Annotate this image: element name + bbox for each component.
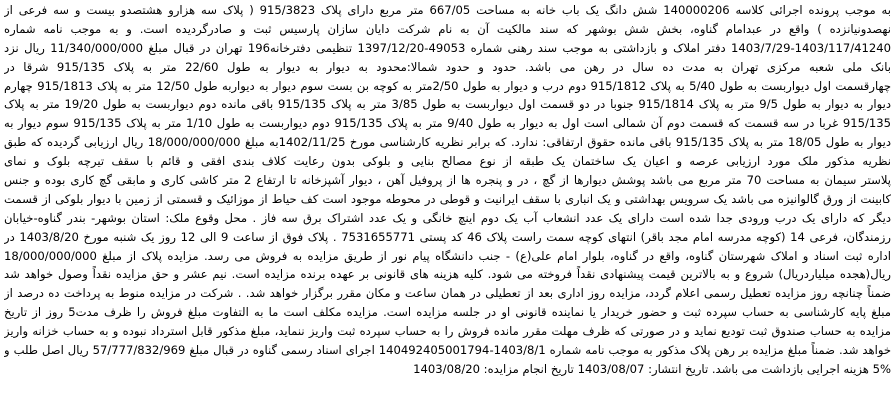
- notice-line-dates: 5% هزینه اجرایی بازداشت می باشد. تاریخ انتشار: 1403/08/07 تاریخ انجام مزایده: 1403/08/20: [413, 361, 891, 376]
- notice-line: چهارقسمت اول دیواربست به طول 5/40 به پلاک 915/1812 دوم درب و دیوار به طول 2/50متر به کوچه بن بست سوم دیوار به دیواربه طول 12/50 متر به پلاک 915/1813 چهارم: [4, 78, 891, 93]
- notice-line: خواهد شد. ضمناً مبلغ مزایده بر رهن پلاک مذکور به موجب نامه شماره 1403/8/1-140492405001794 اجرای اسناد رسمی گناوه در قبال مبلغ 57/777/832/969 ریال اصل طلب و: [4, 343, 891, 358]
- notice-line: پلاستر سیمان به مساحت 70 متر مربع می باشد پوشش دیوارها از گچ ، در و پنجره ها از پروفیل آهن ، دیوار آشپزخانه تا ارتفاع 2 متر کاشی کاری و مابقی گچ کاری بوده و جنس: [4, 173, 891, 188]
- notice-line: به موجب پرونده اجرائی کلاسه 140000206 شش دانگ یک باب خانه به مساحت 667/05 متر مربع دارای پلاک 915/3823 ( پلاک سه هزارو هشتصدو بیست و سه فرعی از: [4, 3, 891, 17]
- notice-line: 915/135 غربا در سه قسمت که قسمت دوم آن شمالی است اول به دیوار به طول 9/40 متر به پلاک 915/135 دوم دیواربست به طول 1/10 متر به پلاک 915/135 سوم دیوار به: [4, 116, 891, 131]
- notice-line: دیگر که دارای یک درب ورودی جدا شده است دارای یک عدد انشعاب آب یک دوم اینچ خانگی و یک عدد اشتراک برق سه فاز . محل وقوع ملک: استان بوشهر- بندر گناوه-خیابان: [4, 210, 891, 225]
- notice-line: اداره ثبت اسناد و املاک شهرستان گناوه، واقع در گناوه، بلوار امام علی(ع) - جنب دانشگاه پیام نور از طریق مزایده به فروش می رسد. مزایده پلاک از مبلغ 18/000/000/000: [4, 248, 891, 263]
- notice-line: دیوار به دیوار به طول 9/5 متر به پلاک 915/1814 جنوبا در دو قسمت اول دیواربست به طول 3/85 متر به پلاک 915/135 باقی مانده دوم دیواربست به طول 19/20 متر به پلاک: [4, 97, 891, 112]
- notice-line: بانک ملی شعبه مرکزی تهران به مدت ده سال در رهن می باشد. حدود و حدود شمالا:محدود به دیوار به دیوار به طول 22/60 متر به پلاک 915/135 شرقا در: [4, 59, 891, 74]
- notice-line: نهصدونیانزده ) واقع در عبدامام گناوه، بخش شش بوشهر که سند مالکیت آن به نام شرکت دایان سازان پارسیس ثبت و صادرگردیده است. و به موجب نامه شماره: [4, 21, 891, 36]
- notice-line: مبلغ پایه کارشناسی به حساب سپرده ثبت و حضور خریدار یا نماینده قانونی او در جلسه مزایده است. مزایده مکلف است ما به التفاوت مبلغ فروش را ظرف مدت5 روز از تاریخ: [4, 305, 891, 320]
- notice-line: مزایده به حساب صندوق ثبت تودیع نماید و در صورتی که ظرف مهلت مقرر مانده فروش را به حساب سپرده ثبت واریز ننماید، مبلغ مذکور قابل استرداد نبوده و به حساب خزانه واریز: [4, 324, 891, 339]
- notice-line: ضمناً چنانچه روز مزایده تعطیل رسمی اعلام گردد، مزایده روز اداری بعد از تعطیلی در همان ساعت و مکان مقرر برگزار خواهد شد. . شرکت در مزایده منوط به پرداخت ده درصد از: [4, 286, 891, 301]
- notice-line: رزمندگان، فرعی 14 (کوچه مدرسه امام مجد باقر) انتهای کوچه سمت راست پلاک 46 کد پستی 7531655771 . پلاک فوق از ساعت 9 الی 12 روز یک شنبه مورخ 1403/8/20 در: [4, 229, 891, 244]
- notice-line: کابینت از ورق گالوانیزه می باشد یک سرویس بهداشتی و یک انباری با سقف ایرانیت و قوطی در محوطه موجود است کف حیاط از موزائیک و قسمتی از زمین با دیوار بلوکی از قسمت: [4, 191, 891, 206]
- notice-line: دیوار به طول 18/05 متر به پلاک 915/135 باقی مانده حقوق ارتفاقی: ندارد. که برابر نظریه کارشناسی مورخ 1402/11/25به مبلغ 18/000/000/000 ریال ارزیابی گردیده که طبق: [4, 135, 891, 150]
- notice-line: 1403/7/29-1403/117/41240 دفتر املاک و بازداشتی به موجب سند رهنی شماره 49053-1397/12/20 تنظیمی دفترخانه196 تهران در قبال مبلغ 11/340/000/000 ریال نزد: [4, 40, 891, 55]
- notice-line: نظریه مذکور ملک مورد ارزیابی عرصه و اعیان یک ساختمان یک طبقه از نوع مصالح بنایی و بلوکی بدون رعایت کلاف بندی افقی و قائم با سقف تیرچه بلوک و نمای: [4, 154, 891, 169]
- notice-line: ریال(هجده میلیاردریال) شروع و به بالاترین قیمت پیشنهادی نقداً فروخته می شود. کلیه هزینه های قانونی بر عهده برنده مزایده است. نیم عشر و حق مزایده نقداً وصول خواهد شد: [4, 267, 891, 282]
